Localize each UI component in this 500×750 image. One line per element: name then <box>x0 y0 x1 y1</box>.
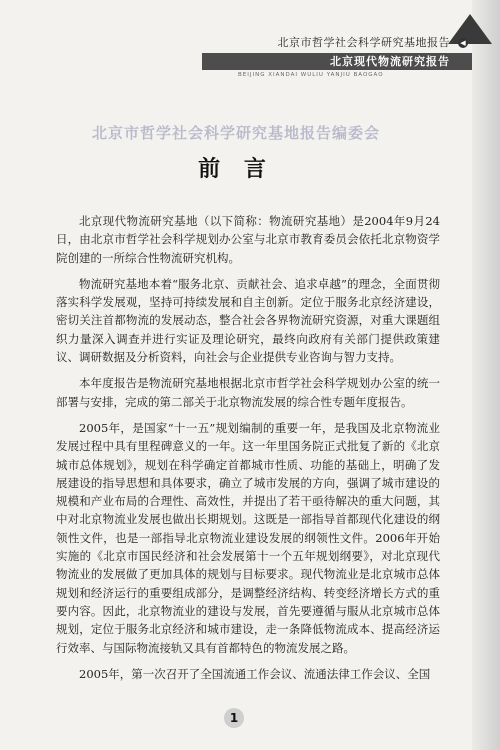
report-title-pinyin: BEIJING XIANDAI WULIU YANJIU BAOGAO <box>238 72 384 78</box>
editorial-committee: 北京市哲学社会科学研究基地报告编委会 <box>91 124 380 142</box>
paragraph: 北京现代物流研究基地（以下简称：物流研究基地）是2004年9月24日，由北京市哲学社会科学规划办公室与北京市教育委员会依托北京物资学院创建的一所综合性物流研究机构。 <box>56 214 440 265</box>
paragraph: 2005年，第一次召开了全国流通工作会议、流通法律工作会议、全国 <box>79 666 431 681</box>
page-title: 前 言 <box>198 157 274 182</box>
paragraph: 物流研究基地本着“服务北京、贡献社会、追求卓越”的理念，全面贯彻落实科学发展观，坚持可持续发展和自主创新。定位于服务北京经济建设，密切关注首都物流的发展动态，整合社会各界物流研究资源，对重大课题组织力量深入调查并进行实证及理论研究，最终向政府有关部门提供政策建议、调研数据及分析资料，向社会与企业提供专业咨询与智力支持。 <box>56 276 440 365</box>
page-number: 1 <box>224 708 244 728</box>
arrow-left-icon: ◀ <box>458 38 468 48</box>
series-title: 北京市哲学社会科学研究基地报告 <box>277 36 450 49</box>
report-title-bar <box>202 53 472 70</box>
paragraph: 2005年，是国家“十一五”规划编制的重要一年，是我国及北京物流业发展过程中具有里程碑意义的一年。这一年里国务院正式批复了新的《北京城市总体规划》，规划在科学确定首都城市性质、功能的基础上，明确了发展建设的指导思想和具体要求，确立了城市发展的方向，强调了城市建设的规模和产业布局的合理性、高效性，并提出了若干亟待解决的重大问题，其中对北京物流业发展也做出长期规划。这既是一部指导首都现代化建设的纲领性文件，也是一部指导北京物流业建设发展的纲领性文件。2006年开始实施的《北京市国民经济和社会发展第十一个五年规划纲要》，对北京现代物流业的发展做了更加具体的规划与目标要求。现代物流业是北京城市总体规划和经济运行的重要组成部分，是调整经济结构、转变经济增长方式的重要内容。因此，北京物流业的建设与发展，首先要遵循与服从北京城市总体规划，定位于服务北京经济和城市建设，走一条降低物流成本、提高经济运行效率、与国际物流接轨又具有首都特色的物流发展之路。 <box>56 420 440 655</box>
page-edge-band <box>472 0 500 750</box>
report-title: 北京现代物流研究报告 <box>330 55 450 68</box>
running-header <box>202 36 472 78</box>
body-text <box>56 212 440 691</box>
paragraph: 本年度报告是物流研究基地根据北京市哲学社会科学规划办公室的统一部署与安排，完成的第二部关于北京物流发展的综合性专题年度报告。 <box>56 376 440 409</box>
